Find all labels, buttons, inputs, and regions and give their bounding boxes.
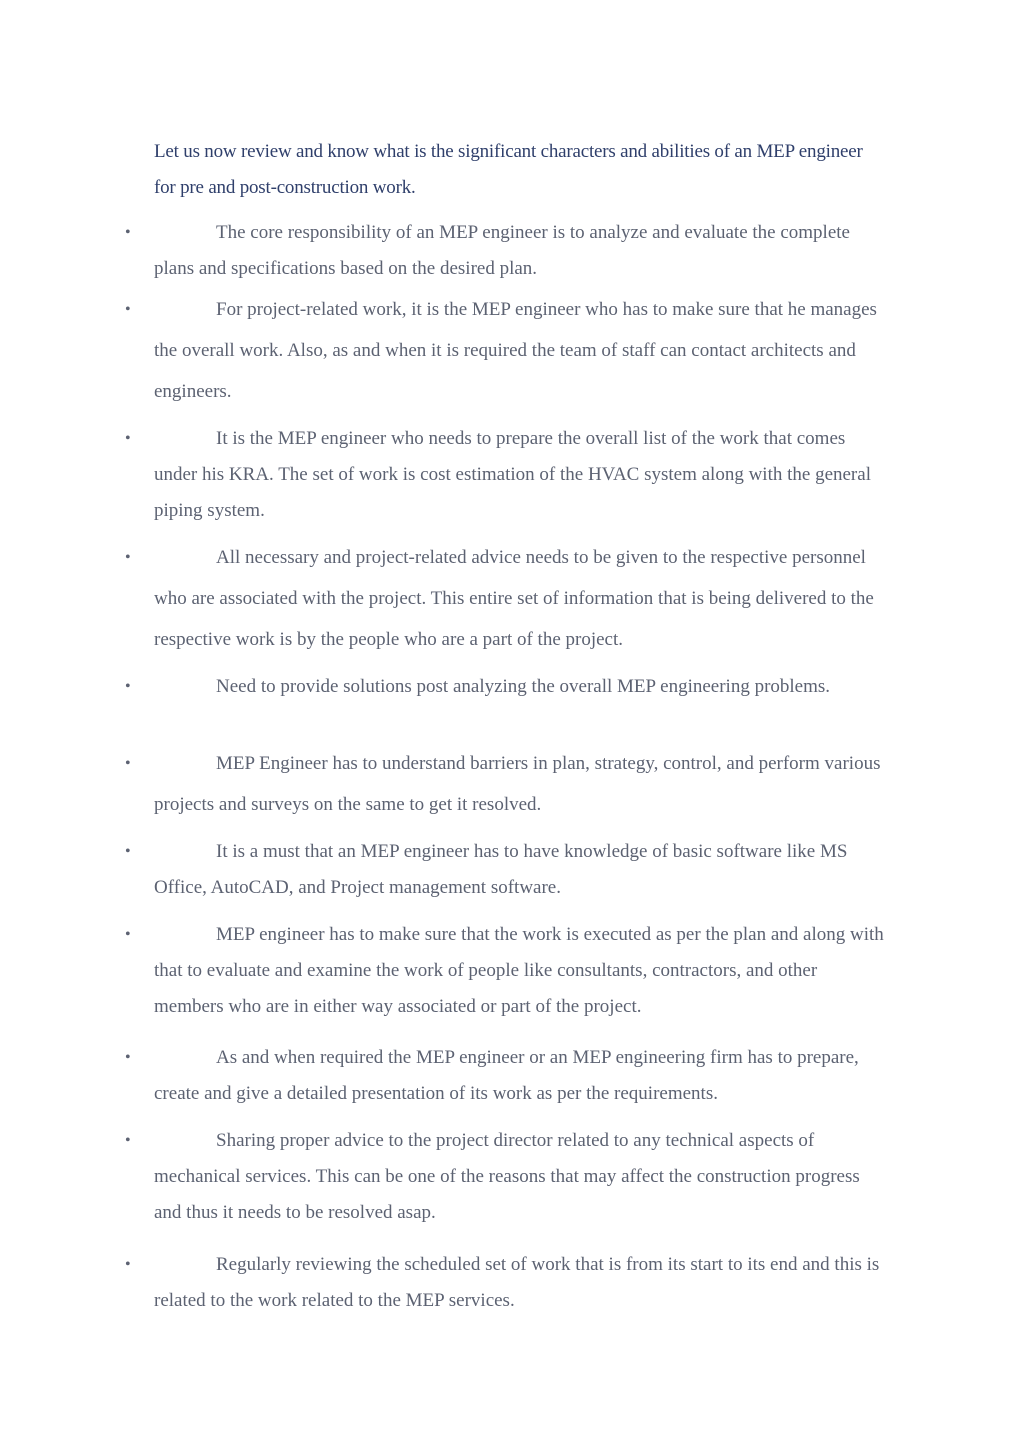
list-item-text: Need to provide solutions post analyzing the overall MEP engineering problems.: [216, 676, 831, 697]
list-item-text: The core responsibility of an MEP engineer is to analyze and evaluate the complete plans and specifications based on the desired plan.: [154, 222, 850, 279]
list-item: [125, 1123, 884, 1231]
bullet-icon: •: [125, 755, 131, 772]
list-item: [125, 537, 884, 660]
list-item: [125, 1040, 884, 1112]
list-item: [125, 743, 884, 825]
bullet-icon: •: [125, 1132, 131, 1149]
intro-heading: Let us now review and know what is the significant characters and abilities of an MEP engineer for pre and post-construction work.: [154, 141, 863, 198]
list-item: [125, 834, 884, 906]
list-item-text: MEP engineer has to make sure that the work is executed as per the plan and along with that to evaluate and examine the work of people like consultants, contractors, and other members who are in either way associated or part of the project.: [154, 924, 884, 1017]
list-item: [125, 917, 884, 1025]
list-item-text: It is a must that an MEP engineer has to have knowledge of basic software like MS Office, AutoCAD, and Project management software.: [154, 841, 848, 898]
list-item-text: All necessary and project-related advice needs to be given to the respective personnel who are associated with the project. This entire set of information that is being delivered to the respective work is by the people who are a part of the project.: [154, 547, 874, 650]
bullet-icon: •: [125, 1256, 131, 1273]
list-item-text: For project-related work, it is the MEP engineer who has to make sure that he manages the overall work. Also, as and when it is required the team of staff can contact architects and engineers.: [154, 299, 877, 402]
bullet-icon: •: [125, 1049, 131, 1066]
list-item-text: Regularly reviewing the scheduled set of work that is from its start to its end and this is related to the work related to the MEP services.: [154, 1254, 880, 1311]
bullet-icon: •: [125, 224, 131, 241]
bullet-icon: •: [125, 926, 131, 943]
list-item: [125, 421, 884, 529]
list-item: [125, 215, 884, 287]
list-item-text: Sharing proper advice to the project director related to any technical aspects of mechanical services. This can be one of the reasons that may affect the construction progress and thus it needs to be resolved asap.: [154, 1130, 860, 1223]
list-item-text: As and when required the MEP engineer or an MEP engineering firm has to prepare, create and give a detailed presentation of its work as per the requirements.: [154, 1047, 859, 1104]
bullet-icon: •: [125, 301, 131, 318]
bullet-icon: •: [125, 549, 131, 566]
list-item-text: MEP Engineer has to understand barriers in plan, strategy, control, and perform various projects and surveys on the same to get it resolved.: [154, 753, 881, 815]
list-item: [125, 289, 884, 412]
list-item: [125, 669, 884, 705]
bullet-icon: •: [125, 430, 131, 447]
bullet-icon: •: [125, 678, 131, 695]
list-item: [125, 1247, 884, 1319]
bullet-icon: •: [125, 843, 131, 860]
list-item-text: It is the MEP engineer who needs to prepare the overall list of the work that comes under his KRA. The set of work is cost estimation of the HVAC system along with the general piping system.: [154, 428, 871, 521]
